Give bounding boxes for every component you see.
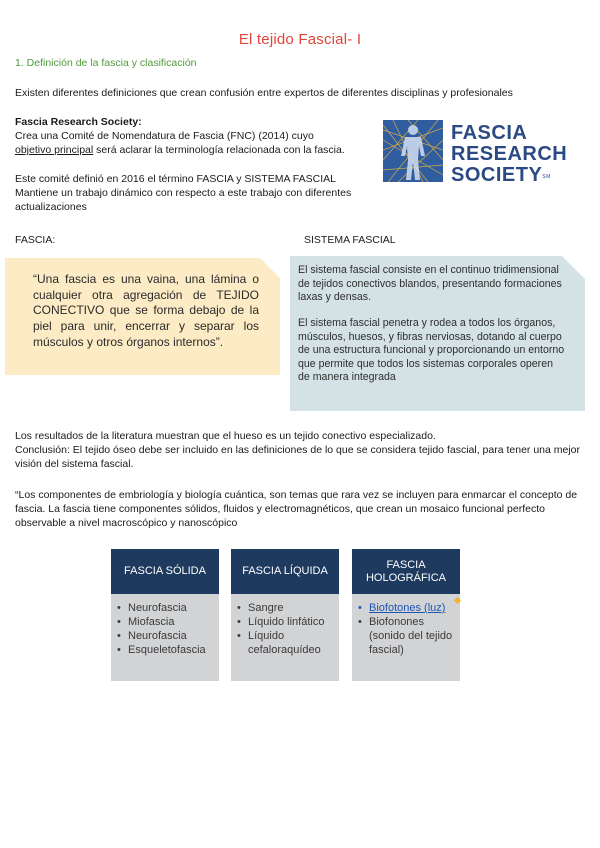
logo-line-3 <box>451 165 567 186</box>
service-mark: SM <box>542 174 551 180</box>
list-item: • Neurofascia <box>117 629 219 643</box>
literatura-paragraph: Los resultados de la literatura muestran que el hueso es un tejido conectivo especializado. <box>15 430 436 442</box>
fascia-research-society-logo <box>383 120 573 186</box>
card-list <box>352 594 460 657</box>
list-item: • Miofascia <box>117 615 219 629</box>
fascia-definition-box <box>5 258 280 375</box>
fascia-definition-text: “Una fascia es una vaina, una lámina o cualquier otra agregación de TEJIDO CONECTIVO que se forma debajo de la piel para unir, encerrar y separar los músculos y otros órganos internos”. <box>33 272 259 349</box>
logo-wordmark <box>451 123 567 186</box>
logo-line-2: RESEARCH <box>451 143 568 165</box>
underlined-phrase: objetivo principal <box>15 144 94 156</box>
card-title: FASCIA LÍQUIDA <box>231 549 339 594</box>
list-item: • Líquido linfático <box>237 615 339 629</box>
logo-line-3-text: SOCIETY <box>451 164 543 186</box>
card-fascia-liquida <box>231 549 339 681</box>
frs-line-2-rest: será aclarar la terminología relacionada con la fascia. <box>93 144 345 156</box>
sistema-fascial-paragraph-1: El sistema fascial consiste en el continuo tridimensional de tejidos conectivos blandos, presentando formaciones laxas y densas. <box>298 264 562 303</box>
card-list <box>231 594 339 657</box>
sistema-fascial-box <box>290 256 585 411</box>
frs-line-1: Crea una Comité de Nomendatura de Fascia (FNC) (2014) cuyo <box>15 130 314 142</box>
card-list <box>111 594 219 657</box>
biofotones-link[interactable]: • Biofotones (luz) <box>358 601 460 615</box>
intro-paragraph: Existen diferentes definiciones que crean confusión entre expertos de diferentes disciplinas y profesionales <box>15 87 513 99</box>
section-heading: 1. Definición de la fascia y clasificación <box>15 57 197 69</box>
page-title: El tejido Fascial- I <box>238 31 362 48</box>
list-item: • Sangre <box>237 601 339 615</box>
list-item: • Neurofascia <box>117 601 219 615</box>
card-title: FASCIA SÓLIDA <box>111 549 219 594</box>
human-figure-icon <box>383 120 443 182</box>
label-fascia: FASCIA: <box>15 234 56 246</box>
sistema-fascial-paragraph-2: El sistema fascial penetra y rodea a todos los órganos, músculos, huesos, y fibras nerviosas, dotando al cuerpo de una estructura funcional y proporcionando un entorno que permite que todos los sistemas corporales operen de manera integrada <box>298 317 565 383</box>
comite-paragraph: Este comité definió en 2016 el término FASCIA y SISTEMA FASCIAL Mantiene un trabajo dinámico con respecto a este trabajo con diferentes actualizaciones <box>15 173 352 213</box>
logo-line-1: FASCIA <box>451 122 528 144</box>
card-fascia-holografica <box>352 549 460 681</box>
frs-line-2 <box>15 143 345 157</box>
frs-heading: Fascia Research Society: <box>15 116 142 128</box>
card-title: FASCIA HOLOGRÁFICA <box>352 549 460 594</box>
components-quote: “Los componentes de embriología y biología cuántica, son temas que rara vez se incluyen para enmarcar el concepto de fascia. La fascia tiene componentes sólidos, fluidos y electromagnéticos, que crean un mosaico funcional perfecto observable a nivel macroscópico y nanoscópico <box>15 489 578 529</box>
conclusion-paragraph: Conclusión: El tejido óseo debe ser incluido en las definiciones de lo que se considera tejido fascial, para tener una mejor visión del sistema fascial. <box>15 444 581 470</box>
list-item: • Biofonones (sonido del tejido fascial) <box>358 615 460 657</box>
card-fascia-solida <box>111 549 219 681</box>
list-item: • Esqueletofascia <box>117 643 219 657</box>
list-item: • Líquido cefaloraquídeo <box>237 629 339 657</box>
label-sistema-fascial: SISTEMA FASCIAL <box>304 234 396 246</box>
fascia-types <box>111 549 460 681</box>
